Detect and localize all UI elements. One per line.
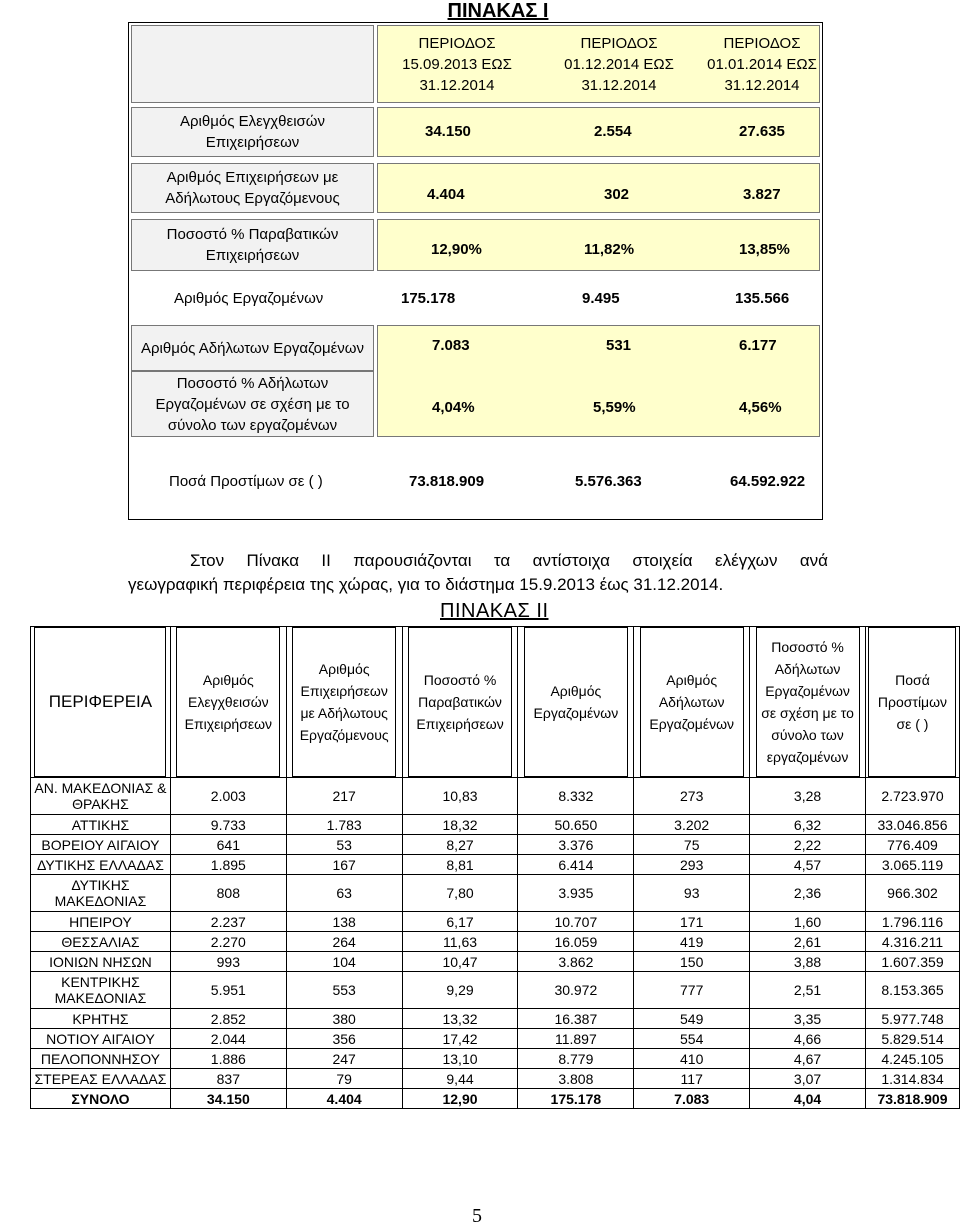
value-cell: 3,88 xyxy=(750,952,866,972)
euro-icon xyxy=(488,475,498,489)
value-cell: 2,51 xyxy=(750,972,866,1009)
value-cell: 3.202 xyxy=(634,815,750,835)
value-cell: 93 xyxy=(634,875,750,912)
region-cell: ΚΕΝΤΡΙΚΗΣ ΜΑΚΕΔΟΝΙΑΣ xyxy=(31,972,171,1009)
total-value: 73.818.909 xyxy=(865,1089,959,1109)
value-cell: 171 xyxy=(634,912,750,932)
value-cell: 1.607.359 xyxy=(865,952,959,972)
table-row xyxy=(31,912,960,932)
table-row xyxy=(31,1029,960,1049)
value-cell: 2.270 xyxy=(170,932,286,952)
value-cell: 3,28 xyxy=(750,778,866,815)
page-number: 5 xyxy=(472,1205,482,1227)
value-cell: 8,27 xyxy=(402,835,518,855)
value-cell: 13,32 xyxy=(402,1009,518,1029)
value-cell: 18,32 xyxy=(402,815,518,835)
region-cell: ΑΝ. ΜΑΚΕΔΟΝΙΑΣ & ΘΡΑΚΗΣ xyxy=(31,778,171,815)
value-cell: 1.895 xyxy=(170,855,286,875)
value-cell: 3.862 xyxy=(518,952,634,972)
table1-period-1: ΠΕΡΙΟΔΟΣ 15.09.2013 ΕΩΣ 31.12.2014 xyxy=(402,35,512,94)
table1-label-inspected: Αριθμός Ελεγχθεισών Επιχειρήσεων xyxy=(131,107,374,157)
region-cell: ΒΟΡΕΙΟΥ ΑΙΓΑΙΟΥ xyxy=(31,835,171,855)
value-cell: 3,07 xyxy=(750,1069,866,1089)
value-cell: 50.650 xyxy=(518,815,634,835)
table-row xyxy=(31,835,960,855)
value-cell: 2,36 xyxy=(750,875,866,912)
table-row xyxy=(31,855,960,875)
table-row xyxy=(31,932,960,952)
value-cell: 150 xyxy=(634,952,750,972)
table1-r6-v2: 5,59% xyxy=(593,399,636,416)
total-value: 7.083 xyxy=(634,1089,750,1109)
value-cell: 8,81 xyxy=(402,855,518,875)
value-cell: 641 xyxy=(170,835,286,855)
value-cell: 104 xyxy=(286,952,402,972)
value-cell: 8.153.365 xyxy=(865,972,959,1009)
table1-r4-v2: 9.495 xyxy=(582,290,620,307)
table-row xyxy=(31,1009,960,1029)
value-cell: 264 xyxy=(286,932,402,952)
region-cell: ΔΥΤΙΚΗΣ ΜΑΚΕΔΟΝΙΑΣ xyxy=(31,875,171,912)
region-cell: ΑΤΤΙΚΗΣ xyxy=(31,815,171,835)
table1-period-2: ΠΕΡΙΟΔΟΣ 01.12.2014 ΕΩΣ 31.12.2014 xyxy=(564,35,674,94)
value-cell: 7,80 xyxy=(402,875,518,912)
value-cell: 13,10 xyxy=(402,1049,518,1069)
value-cell: 410 xyxy=(634,1049,750,1069)
region-cell: ΔΥΤΙΚΗΣ ΕΛΛΑΔΑΣ xyxy=(31,855,171,875)
value-cell: 10,83 xyxy=(402,778,518,815)
table-row xyxy=(31,778,960,815)
value-cell: 167 xyxy=(286,855,402,875)
table1-label-undeclared-firms: Αριθμός Επιχειρήσεων με Αδήλωτους Εργαζόμενους xyxy=(131,163,374,213)
table-row xyxy=(31,875,960,912)
region-cell: ΚΡΗΤΗΣ xyxy=(31,1009,171,1029)
table1-label-undeclared-pct: Ποσοστό % Αδήλωτων Εργαζομένων σε σχέση με το σύνολο των εργαζομένων xyxy=(131,371,374,437)
total-label: ΣΥΝΟΛΟ xyxy=(31,1089,171,1109)
value-cell: 273 xyxy=(634,778,750,815)
value-cell: 2.237 xyxy=(170,912,286,932)
table1-r2-v1: 4.404 xyxy=(427,186,465,203)
table1-label-employees: Αριθμός Εργαζομένων xyxy=(174,290,324,307)
value-cell: 63 xyxy=(286,875,402,912)
paragraph-line-2: γεωγραφική περιφέρεια της χώρας, για το διάστημα 15.9.2013 έως 31.12.2014. xyxy=(128,575,724,594)
value-cell: 247 xyxy=(286,1049,402,1069)
table-row xyxy=(31,972,960,1009)
value-cell: 75 xyxy=(634,835,750,855)
value-cell: 2.852 xyxy=(170,1009,286,1029)
value-cell: 2.003 xyxy=(170,778,286,815)
table1-header-empty xyxy=(131,25,374,103)
value-cell: 79 xyxy=(286,1069,402,1089)
value-cell: 10,47 xyxy=(402,952,518,972)
value-cell: 6,32 xyxy=(750,815,866,835)
value-cell: 53 xyxy=(286,835,402,855)
value-cell: 1.886 xyxy=(170,1049,286,1069)
table1-r2-v3: 3.827 xyxy=(743,186,781,203)
table1-r7-v2: 5.576.363 xyxy=(575,473,656,490)
value-cell: 6,17 xyxy=(402,912,518,932)
value-cell: 1.796.116 xyxy=(865,912,959,932)
value-cell: 4,66 xyxy=(750,1029,866,1049)
value-cell: 3.065.119 xyxy=(865,855,959,875)
table1-r5-v2: 531 xyxy=(606,337,632,354)
value-cell: 9,44 xyxy=(402,1069,518,1089)
value-cell: 9.733 xyxy=(170,815,286,835)
value-cell: 4,57 xyxy=(750,855,866,875)
total-value: 4,04 xyxy=(750,1089,866,1109)
table2-title: ΠΙΝΑΚΑΣ ΙΙ xyxy=(440,600,549,622)
value-cell: 3.376 xyxy=(518,835,634,855)
value-cell: 776.409 xyxy=(865,835,959,855)
value-cell: 10.707 xyxy=(518,912,634,932)
table1-label-undeclared-employees: Αριθμός Αδήλωτων Εργαζομένων xyxy=(131,325,374,371)
table1-r7-v3: 64.592.922 xyxy=(730,473,819,490)
value-cell: 554 xyxy=(634,1029,750,1049)
table1-r6-v1: 4,04% xyxy=(432,399,475,416)
value-cell: 777 xyxy=(634,972,750,1009)
value-cell: 217 xyxy=(286,778,402,815)
table1-r3-v1: 12,90% xyxy=(431,241,482,258)
total-value: 34.150 xyxy=(170,1089,286,1109)
euro-icon xyxy=(646,475,656,489)
value-cell: 4.245.105 xyxy=(865,1049,959,1069)
table1-r4-v1: 175.178 xyxy=(401,290,456,307)
region-cell: ΘΕΣΣΑΛΙΑΣ xyxy=(31,932,171,952)
table1-r3-v3: 13,85% xyxy=(739,241,790,258)
value-cell: 138 xyxy=(286,912,402,932)
value-cell: 993 xyxy=(170,952,286,972)
value-cell: 8.332 xyxy=(518,778,634,815)
table-row xyxy=(31,1069,960,1089)
value-cell: 11,63 xyxy=(402,932,518,952)
table1 xyxy=(128,22,823,520)
value-cell: 356 xyxy=(286,1029,402,1049)
value-cell: 6.414 xyxy=(518,855,634,875)
table2-header: Ποσοστό % Παραβατικών Επιχειρήσεων xyxy=(402,627,518,778)
value-cell: 2.723.970 xyxy=(865,778,959,815)
table1-r1-v3: 27.635 xyxy=(739,123,785,140)
value-cell: 3.935 xyxy=(518,875,634,912)
table1-r4-v3: 135.566 xyxy=(735,290,790,307)
table1-r5-v1: 7.083 xyxy=(432,337,470,354)
value-cell: 11.897 xyxy=(518,1029,634,1049)
table-row xyxy=(31,815,960,835)
value-cell: 4.316.211 xyxy=(865,932,959,952)
value-cell: 966.302 xyxy=(865,875,959,912)
table1-r1-v1: 34.150 xyxy=(425,123,471,140)
table1-r1-v2: 2.554 xyxy=(594,123,632,140)
table1-title: ΠΙΝΑΚΑΣ Ι xyxy=(447,0,549,22)
table2 xyxy=(30,626,960,1109)
table2-header: Ποσά Προστίμων σε ( ) xyxy=(865,627,959,778)
value-cell: 30.972 xyxy=(518,972,634,1009)
value-cell: 419 xyxy=(634,932,750,952)
table1-label-offending-pct: Ποσοστό % Παραβατικών Επιχειρήσεων xyxy=(131,219,374,271)
value-cell: 9,29 xyxy=(402,972,518,1009)
value-cell: 380 xyxy=(286,1009,402,1029)
value-cell: 837 xyxy=(170,1069,286,1089)
table1-r7-v1: 73.818.909 xyxy=(409,473,498,490)
value-cell: 1,60 xyxy=(750,912,866,932)
total-value: 4.404 xyxy=(286,1089,402,1109)
value-cell: 17,42 xyxy=(402,1029,518,1049)
table2-header: Αριθμός Αδήλωτων Εργαζομένων xyxy=(634,627,750,778)
value-cell: 16.059 xyxy=(518,932,634,952)
table2-header: Αριθμός Ελεγχθεισών Επιχειρήσεων xyxy=(170,627,286,778)
value-cell: 5.951 xyxy=(170,972,286,1009)
value-cell: 3,35 xyxy=(750,1009,866,1029)
table1-r3-v2: 11,82% xyxy=(584,241,635,258)
euro-icon xyxy=(809,475,819,489)
table2-header: Αριθμός Επιχειρήσεων με Αδήλωτους Εργαζόμενους xyxy=(286,627,402,778)
value-cell: 549 xyxy=(634,1009,750,1029)
table1-period-3: ΠΕΡΙΟΔΟΣ 01.01.2014 ΕΩΣ 31.12.2014 xyxy=(707,35,817,94)
value-cell: 808 xyxy=(170,875,286,912)
value-cell: 4,67 xyxy=(750,1049,866,1069)
value-cell: 3.808 xyxy=(518,1069,634,1089)
table1-r2-v2: 302 xyxy=(604,186,630,203)
region-cell: ΣΤΕΡΕΑΣ ΕΛΛΑΔΑΣ xyxy=(31,1069,171,1089)
value-cell: 117 xyxy=(634,1069,750,1089)
value-cell: 1.314.834 xyxy=(865,1069,959,1089)
table-total-row xyxy=(31,1089,960,1109)
value-cell: 1.783 xyxy=(286,815,402,835)
intro-paragraph xyxy=(128,549,828,597)
region-cell: ΙΟΝΙΩΝ ΝΗΣΩΝ xyxy=(31,952,171,972)
value-cell: 5.977.748 xyxy=(865,1009,959,1029)
region-cell: ΠΕΛΟΠΟΝΝΗΣΟΥ xyxy=(31,1049,171,1069)
region-cell: ΝΟΤΙΟΥ ΑΙΓΑΙΟΥ xyxy=(31,1029,171,1049)
value-cell: 553 xyxy=(286,972,402,1009)
table2-header: Αριθμός Εργαζομένων xyxy=(518,627,634,778)
table2-header: Ποσοστό % Αδήλωτων Εργαζομένων σε σχέση με το σύνολο των εργαζομένων xyxy=(750,627,866,778)
total-value: 175.178 xyxy=(518,1089,634,1109)
table1-label-fines: Ποσά Προστίμων σε ( ) xyxy=(169,473,323,490)
value-cell: 16.387 xyxy=(518,1009,634,1029)
value-cell: 2,22 xyxy=(750,835,866,855)
table2-header-row xyxy=(31,627,960,778)
value-cell: 5.829.514 xyxy=(865,1029,959,1049)
table1-r6-v3: 4,56% xyxy=(739,399,782,416)
table-row xyxy=(31,952,960,972)
table1-r5-v3: 6.177 xyxy=(739,337,777,354)
total-value: 12,90 xyxy=(402,1089,518,1109)
value-cell: 293 xyxy=(634,855,750,875)
value-cell: 2,61 xyxy=(750,932,866,952)
table-row xyxy=(31,1049,960,1069)
table2-header: ΠΕΡΙΦΕΡΕΙΑ xyxy=(31,627,171,778)
value-cell: 33.046.856 xyxy=(865,815,959,835)
paragraph-line-1: Στον Πίνακα ΙΙ παρουσιάζονται τα αντίστοιχα στοιχεία ελέγχων ανά xyxy=(190,551,828,570)
value-cell: 2.044 xyxy=(170,1029,286,1049)
region-cell: ΗΠΕΙΡΟΥ xyxy=(31,912,171,932)
value-cell: 8.779 xyxy=(518,1049,634,1069)
